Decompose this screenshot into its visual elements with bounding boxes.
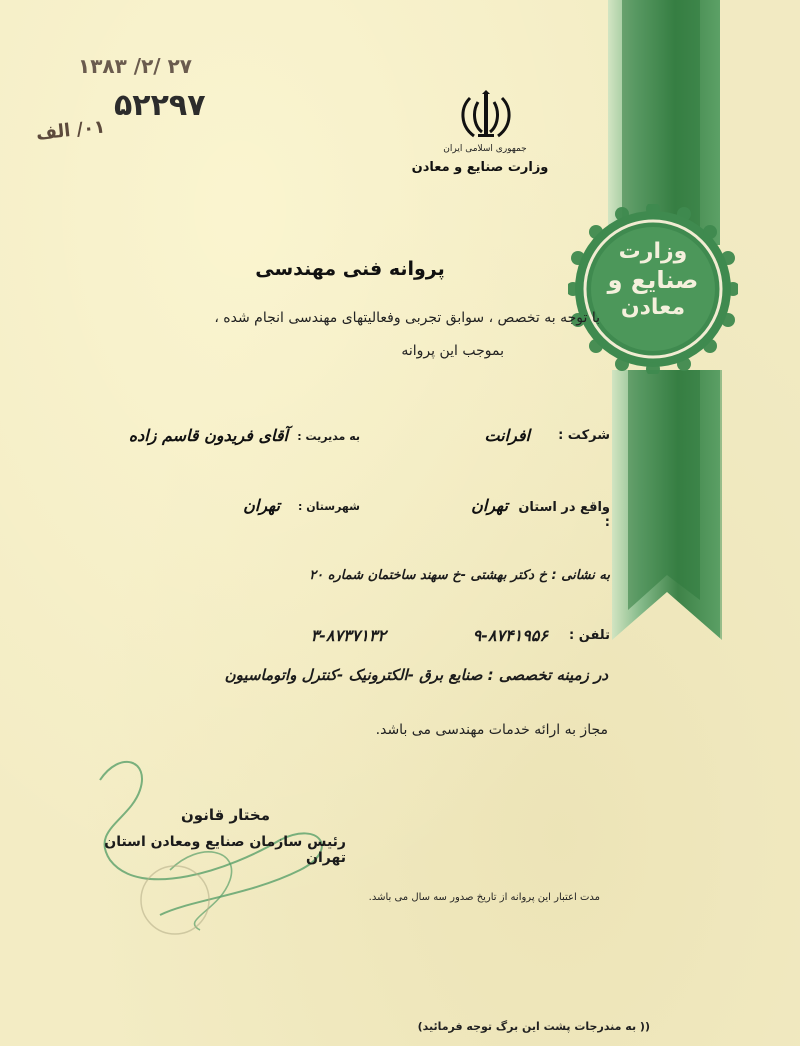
province-label: واقع در استان : bbox=[518, 500, 610, 530]
company-value: افرانت bbox=[484, 426, 530, 445]
authorization-statement: مجاز به ارائه خدمات مهندسی می باشد. bbox=[375, 722, 608, 738]
intro-line-2: بموجب این پروانه bbox=[401, 343, 504, 359]
back-page-note: (( به مندرجات پشت این برگ توجه فرمائید) bbox=[417, 1020, 650, 1033]
phone-number-1: ۹-۸۷۴۱۹۵۶ bbox=[472, 626, 548, 645]
management-label: به مدیریت : bbox=[297, 430, 360, 443]
registration-side-note: ۰۱/ الف bbox=[35, 116, 107, 145]
seal-text bbox=[590, 238, 716, 322]
seal-line-3: معادن bbox=[620, 295, 686, 320]
address-value: به نشانی : خ دکتر بهشتی -خ سهند ساختمان شماره ۲۰ bbox=[309, 568, 610, 583]
iran-emblem-icon bbox=[458, 90, 514, 142]
republic-label: جمهوری اسلامی ایران bbox=[443, 144, 527, 154]
province-value: تهران bbox=[471, 496, 508, 515]
phone-label: تلفن : bbox=[569, 628, 610, 643]
management-value: آقای فریدون قاسم زاده bbox=[128, 426, 288, 445]
registration-number: ۵۲۲۹۷ bbox=[114, 88, 206, 123]
ministry-label: وزارت صنایع و معادن bbox=[411, 160, 549, 175]
intro-line-1: با توجه به تخصص ، سوابق تجربی وفعالیتهای مهندسی انجام شده ، bbox=[214, 310, 600, 326]
validity-note: مدت اعتبار این پروانه از تاریخ صدور سه سال می باشد. bbox=[368, 892, 600, 903]
specialty-field: در زمینه تخصصی : صنایع برق -الکترونیک -کنترل واتوماسیون bbox=[224, 666, 608, 684]
registration-date: ۱۳۸۳ /۲/ ۲۷ bbox=[78, 54, 192, 78]
signatory-title: رئیس سازمان صنایع ومعادن استان تهران bbox=[104, 834, 346, 866]
county-label: شهرستان : bbox=[298, 500, 360, 513]
document-title: پروانه فنی مهندسی bbox=[255, 258, 445, 280]
seal-line-1: وزارت bbox=[618, 239, 688, 264]
seal-line-2: صنایع و bbox=[607, 266, 699, 294]
phone-number-2: ۳-۸۷۳۷۱۳۲ bbox=[310, 626, 386, 645]
county-value: تهران bbox=[243, 496, 280, 515]
signatory-name: مختار قانون bbox=[180, 806, 270, 824]
company-label: شرکت : bbox=[558, 428, 610, 443]
